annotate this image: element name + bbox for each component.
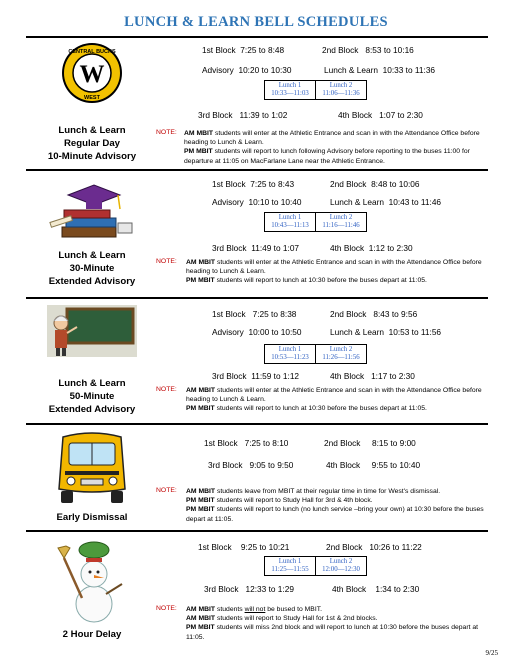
schedule-row: 1st Block 7:25 to 8:10 [204, 438, 289, 448]
schedule-row: 1st Block 7:25 to 8:48 [202, 45, 285, 55]
lunch-split-table: Lunch 1 10:33—11:03 Lunch 2 11:06—11:36 [264, 80, 367, 100]
schedule-row: Lunch & Learn 10:53 to 11:56 [330, 327, 442, 337]
schedule-notes: AM MBIT students will enter at the Athletic Entrance and scan in with the Attendance Office before heading to Lunch & Learn. PM MBIT students will report to lunch at 10:30 before the buses depart at 11:05. [186, 387, 482, 413]
note-label: NOTE: [156, 386, 177, 393]
schedule-label: Lunch & Learn Regular Day 10-Minute Advisory [47, 125, 137, 162]
schedule-row: 1st Block 7:25 to 8:38 [212, 309, 297, 319]
schedule-row: 2nd Block 8:48 to 10:06 [330, 179, 420, 189]
schedule-row: Advisory 10:20 to 10:30 [202, 65, 292, 75]
schedule-row: 2nd Block 10:26 to 11:22 [326, 542, 422, 552]
note-label: NOTE: [156, 487, 177, 494]
schedule-label: Lunch & Learn 50-Minute Extended Advisory [48, 378, 136, 415]
schedule-row: 4th Block 1:34 to 2:30 [332, 584, 420, 594]
note-label: NOTE: [156, 129, 177, 136]
svg-text:W: W [79, 61, 105, 88]
schedule-row: 2nd Block 8:53 to 10:16 [322, 45, 414, 55]
schedule-row: 3rd Block 11:49 to 1:07 [212, 243, 300, 253]
schedule-label: Lunch & Learn 30-Minute Extended Advisory [48, 250, 136, 287]
lunch-split-table: Lunch 1 11:25—11:55 Lunch 2 12:00—12:30 [264, 556, 367, 576]
schedule-notes: AM MBIT students leave from MBIT at their regular time in time for West's dismissal. PM MBIT students will report to Study Hall for 3rd & 4th block. PM MBIT students will report to lunch (no lunch service –bring your own) at 10:30 before the buses depart at 11:05. [186, 488, 484, 523]
schedule-row: 4th Block 1:17 to 2:30 [330, 371, 415, 381]
schedule-row: 3rd Block 11:59 to 1:12 [212, 371, 300, 381]
lunch-split-table: Lunch 1 10:43—11:13 Lunch 2 11:16—11:46 [264, 212, 367, 232]
schedule-early-dismissal [26, 423, 488, 529]
schedule-row: Advisory 10:00 to 10:50 [212, 327, 302, 337]
schedule-row: 4th Block 1:12 to 2:30 [330, 243, 413, 253]
logo-text-top: CENTRAL BUCKS [68, 49, 116, 55]
schedule-regular-day [26, 36, 488, 169]
schedule-label: 2 Hour Delay [62, 629, 122, 640]
schedule-row: 3rd Block 12:33 to 1:29 [204, 584, 294, 594]
lunch-split-table: Lunch 1 10:53—11:23 Lunch 2 11:26—11:56 [264, 344, 367, 364]
schedule-row: 2nd Block 8:15 to 9:00 [324, 438, 416, 448]
schedule-row: Advisory 10:10 to 10:40 [212, 197, 302, 207]
schedule-row: 4th Block 9:55 to 10:40 [326, 460, 421, 470]
note-label: NOTE: [156, 258, 177, 265]
page-number: 9/25 [485, 649, 498, 657]
schedule-row: 2nd Block 8:43 to 9:56 [330, 309, 418, 319]
teacher-chalkboard-icon [26, 305, 158, 357]
schedule-row: Lunch & Learn 10:33 to 11:36 [324, 65, 436, 75]
schedule-row: 1st Block 7:25 to 8:43 [212, 179, 295, 189]
schedule-notes: AM MBIT students will not be bused to MBIT. AM MBIT students will report to Study Hall for 1st & 2nd blocks. PM MBIT students will miss 2nd block and will report to lunch at 10:30 before the buses depart at 11:05. [186, 606, 479, 641]
central-bucks-west-logo [26, 42, 158, 104]
schedule-label: Early Dismissal [56, 512, 128, 523]
graduation-cap-books-icon [26, 177, 158, 241]
schedule-row: 3rd Block 9:05 to 9:50 [208, 460, 294, 470]
schedule-row: 3rd Block 11:39 to 1:02 [198, 110, 288, 120]
schedule-50-minute-advisory [26, 297, 488, 423]
logo-text-bottom: WEST [84, 95, 100, 101]
schedule-notes: AM MBIT students will enter at the Athletic Entrance and scan in with the Attendance Office before heading to Lunch & Learn. PM MBIT students will report to lunch following Advisory before reporting to the buses 11:00 for departure at 11:05 on MacFarlane Lane near the Athletic Entrance. [184, 130, 480, 165]
note-label: NOTE: [156, 605, 177, 612]
school-bus-icon [26, 431, 158, 505]
schedule-row: 1st Block 9:25 to 10:21 [198, 542, 290, 552]
schedule-2-hour-delay [26, 530, 488, 644]
snowman-icon [26, 538, 158, 624]
schedule-notes: AM MBIT students will enter at the Athletic Entrance and scan in with the Attendance Office before heading to Lunch & Learn. PM MBIT students will report to lunch at 10:30 before the buses depart at 11:05. [186, 259, 482, 285]
schedule-30-minute-advisory [26, 169, 488, 297]
schedule-row: Lunch & Learn 10:43 to 11:46 [330, 197, 442, 207]
schedule-row: 4th Block 1:07 to 2:30 [338, 110, 423, 120]
page-title: LUNCH & LEARN BELL SCHEDULES [124, 14, 388, 30]
